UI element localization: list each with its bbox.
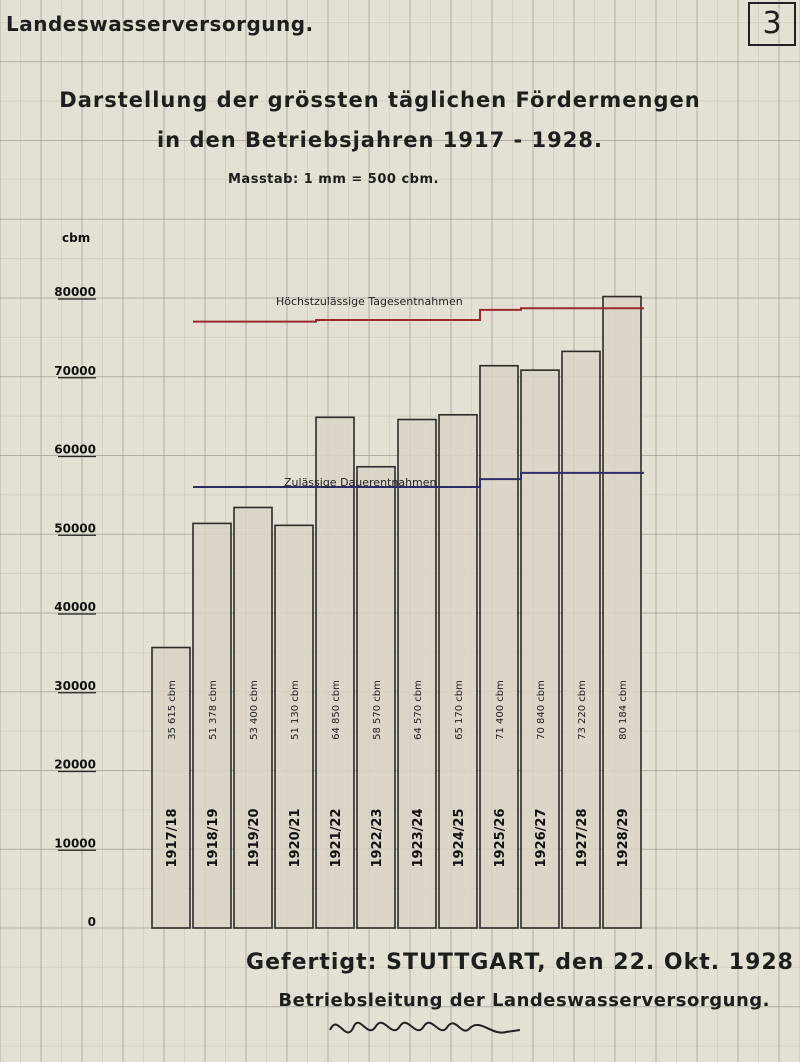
- y-tick-label: 20000: [54, 757, 96, 772]
- bar-value-label: 64 850 cbm: [331, 680, 342, 740]
- bar-category-label: 1920/21: [288, 808, 303, 868]
- organization-header: Landeswasserversorgung.: [6, 12, 314, 36]
- sheet-number: 3: [748, 2, 796, 46]
- bar-category-label: 1917/18: [165, 808, 180, 868]
- bar-category-label: 1927/28: [575, 808, 590, 868]
- bar-value-label: 70 840 cbm: [536, 680, 547, 740]
- bar-category-label: 1928/29: [616, 808, 631, 868]
- y-tick-label: 0: [87, 915, 96, 929]
- bar-category-label: 1926/27: [534, 808, 549, 868]
- bar-value-label: 35 615 cbm: [167, 680, 178, 740]
- y-tick-label: 50000: [54, 521, 96, 536]
- y-axis-label: cbm: [62, 231, 91, 245]
- bar-value-label: 64 570 cbm: [413, 680, 424, 740]
- bar-value-label: 58 570 cbm: [372, 680, 383, 740]
- bar-category-label: 1919/20: [247, 808, 262, 868]
- bar-category-label: 1924/25: [452, 808, 467, 868]
- bar-value-label: 51 378 cbm: [208, 680, 219, 740]
- bar-value-label: 51 130 cbm: [290, 680, 301, 740]
- bar-category-label: 1923/24: [411, 808, 426, 868]
- y-tick-label: 40000: [54, 600, 96, 614]
- y-tick-label: 70000: [54, 363, 96, 378]
- y-tick-label: 80000: [54, 285, 96, 299]
- scale-note: Masstab: 1 mm = 500 cbm.: [228, 172, 439, 187]
- reference-line: [193, 308, 644, 321]
- y-tick-label: 10000: [54, 836, 96, 851]
- bar-value-label: 80 184 cbm: [618, 680, 629, 740]
- footer-place-date: Gefertigt: STUTTGART, den 22. Okt. 1928: [246, 950, 794, 975]
- bar-category-label: 1922/23: [370, 808, 385, 868]
- bar-category-label: 1921/22: [329, 808, 344, 868]
- bar-value-label: 73 220 cbm: [577, 680, 588, 740]
- bar-value-label: 65 170 cbm: [454, 680, 465, 740]
- bar-value-label: 53 400 cbm: [249, 680, 260, 740]
- bar-category-label: 1925/26: [493, 808, 508, 868]
- bar-category-label: 1918/19: [206, 808, 221, 868]
- reference-line-label: Höchstzulässige Tagesentnahmen: [276, 295, 463, 308]
- chart-title: Darstellung der grössten täglichen Fördermengen: [59, 88, 701, 112]
- bar-value-label: 71 400 cbm: [495, 680, 506, 740]
- reference-line-label: Zulässige Dauerentnahmen: [284, 476, 437, 489]
- y-axis: [54, 231, 96, 929]
- footer-authority: Betriebsleitung der Landeswasserversorgung.: [278, 990, 770, 1011]
- y-tick-label: 60000: [54, 442, 96, 457]
- y-tick-label: 30000: [54, 678, 96, 693]
- chart-subtitle: in den Betriebsjahren 1917 - 1928.: [156, 128, 603, 152]
